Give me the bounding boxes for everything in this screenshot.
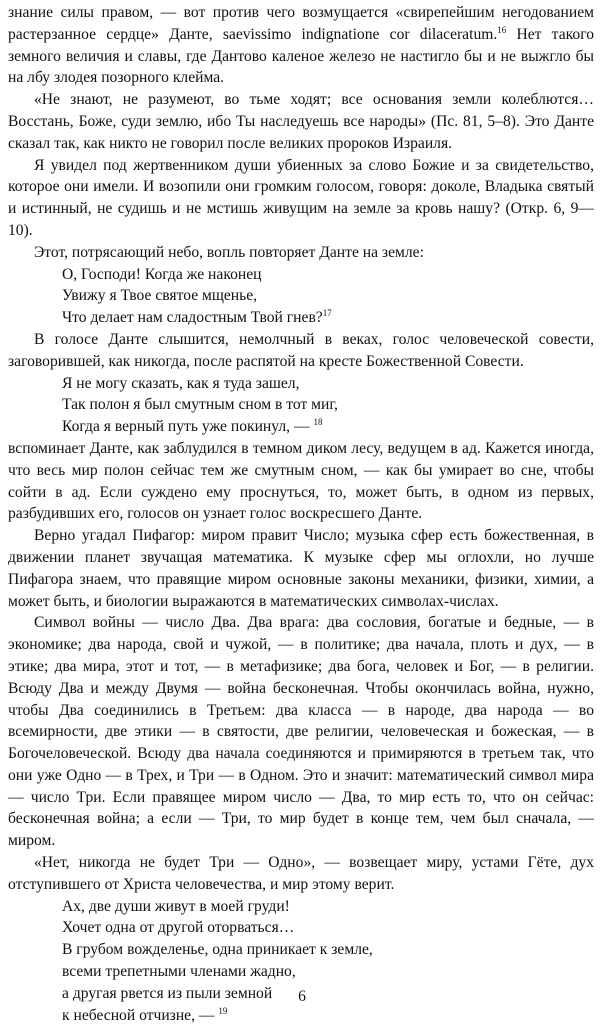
footnote-ref: 17 [322,308,332,319]
paragraph: Верно угадал Пифагор: миром правит Число; музыка сфер есть божественная, в движении планет звучащая математика. К музыке сфер мы оглохли, но лучше Пифагора знаем, что правящие миром основные законы механики, физики, химии, а может быть, и биологии выражаются в математических символах-числах. [8,527,594,610]
verse-quote [8,264,594,329]
verse-line: а другая рвется из пыли земной [62,984,273,1002]
paragraph-text: знание силы правом, — вот против чего возмущается «свирепейшим негодованием растерзанное сердце» Данте, saevissimo indignatione cor dilaceratum. [8,4,594,43]
paragraph: В голосе Данте слышится, немолчный в веках, голос человеческой совести, заговорившей, как никогда, после распятой на кресте Божественной Совести. [8,330,594,370]
verse-line: всеми трепетными членами жадно, [62,963,296,981]
verse-line: О, Господи! Когда же наконец [62,265,262,283]
verse-line: Так полон я был смутным сном в тот миг, [62,396,338,414]
verse-line [62,1005,594,1026]
verse-line: Я не могу сказать, как я туда зашел, [62,374,300,392]
footnote-ref: 19 [218,1005,228,1016]
paragraph: «Не знают, не разумеют, во тьме ходят; все основания земли колеблются… Восстань, Боже, суди землю, ибо Ты наследуешь все народы» (Пс. 81, 5–8). Это Данте сказал так, как никто не говорил после великих пророков Израиля. [8,91,594,152]
verse-text: Что делает нам сладостным Твой гнев? [62,309,323,327]
verse-text: Когда я верный путь уже покинул, — [62,418,314,436]
verse-line [62,416,594,438]
paragraph [8,2,594,89]
paragraph: Символ войны — число Два. Два врага: два сословия, богатые и бедные, — в экономике; два народа, свой и чужой, — в политике; два начала, плоть и дух, — в этике; два мира, этот и тот, — в метафизике; два бога, человек и Бог, — в религии. Всюду Два и между Двумя — война бесконечная. Чтобы окончилась война, нужно, чтобы Два соединились в Третьем: два класса — в народе, два народа — во всемирности, две этики — в святости, две религии, человеческая и божеская, — в Богочеловеческой. Всюду два начала соединяются и примиряются в третьем так, что они уже Одно — в Трех, и Три — в Одном. Это и значит: математический символ мира — число Три. Если правящее миром число — Два, то мир есть то, что он сейчас: бесконечная война; а если — Три, то мир будет в конце тем, чем был сначала, — миром. [8,614,594,850]
paragraph: вспоминает Данте, как заблудился в темном диком лесу, ведущем в ад. Кажется иногда, что весь мир полон сейчас тем же смутным сном, — как бы умирает во сне, чтобы сойти в ад. Если суждено ему проснуться, то, может быть, в одном из первых, разбудивших его, голосов он узнает голос воскресшего Данте. [8,439,594,523]
paragraph: Этот, потрясающий небо, вопль повторяет Данте на земле: [34,243,424,261]
footnote-ref: 18 [313,417,323,428]
footnote-ref: 16 [497,24,507,35]
paragraph-text: Нет такого земного величия и славы, где Дантово каленое железо не настигло бы и не выжгло бы на лбу злодея позорного клейма. [8,25,594,87]
paragraph: Я увидел под жертвенником души убиенных за слово Божие и за свидетельство, которое они имели. И возопили они громким голосом, говоря: доколе, Владыка святый и истинный, не судишь и не мстишь живущим на земле за кровь нашу? (Откр. 6, 9—10). [8,156,594,239]
page-number: 6 [298,988,306,1005]
verse-quote [8,373,594,438]
verse-line [62,307,594,329]
verse-line: Увижу я Твое святое мщенье, [62,287,258,305]
paragraph: «Нет, никогда не будет Три — Одно», — возвещает миру, устами Гёте, дух отступившего от Христа человечества, и мир этому верит. [8,854,594,893]
verse-line: В грубом вожделенье, одна приникает к земле, [62,941,373,959]
verse-line: Ах, две души живут в моей груди! [62,897,290,915]
verse-line: Хочет одна от другой оторваться… [62,919,295,937]
body-text [8,0,594,1026]
verse-text: к небесной отчизне, — [62,1006,219,1024]
